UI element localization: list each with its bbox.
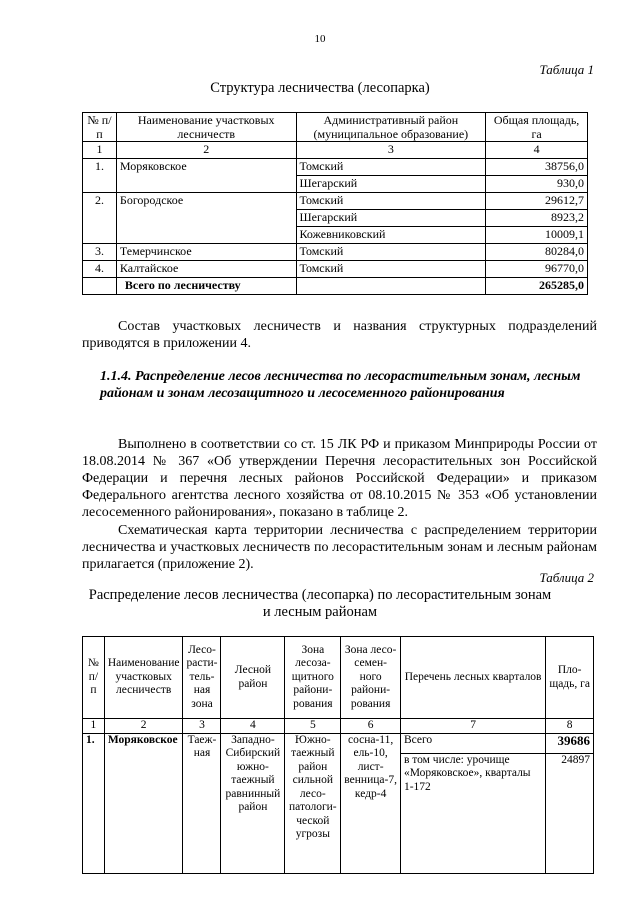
table1-colnum: 4 bbox=[486, 142, 588, 159]
table2-header: Лесной район bbox=[221, 637, 285, 719]
table1-colnum: 2 bbox=[116, 142, 296, 159]
table2-colnum: 8 bbox=[546, 719, 594, 734]
table1-total-row bbox=[83, 278, 588, 295]
table1-header-name: Наименование участковых лесничеств bbox=[116, 113, 296, 142]
row-district: Томский bbox=[296, 261, 486, 278]
row-num: 4. bbox=[83, 261, 117, 278]
table2-colnum: 2 bbox=[104, 719, 183, 734]
table2-colnum: 7 bbox=[400, 719, 545, 734]
paragraph-1 bbox=[82, 318, 597, 352]
row-area: 930,0 bbox=[486, 176, 588, 193]
table1-header-district: Административный район (муниципальное образование) bbox=[296, 113, 486, 142]
row-area: 96770,0 bbox=[486, 261, 588, 278]
table2-header: Зона лесоза-щитного райони-рования bbox=[285, 637, 341, 719]
row-quarters-total: Всего bbox=[400, 733, 545, 753]
row-num: 1. bbox=[83, 159, 117, 193]
table1-header-row bbox=[83, 113, 588, 142]
row-name: Темерчинское bbox=[116, 244, 296, 261]
table-row bbox=[83, 244, 588, 261]
row-area: 8923,2 bbox=[486, 210, 588, 227]
paragraph-3 bbox=[82, 522, 597, 573]
table2-colnum: 5 bbox=[285, 719, 341, 734]
table2-colnum: 6 bbox=[341, 719, 401, 734]
row-name: Калтайское bbox=[116, 261, 296, 278]
row-name: Моряковское bbox=[104, 733, 183, 873]
table1 bbox=[82, 112, 588, 295]
row-num: 2. bbox=[83, 193, 117, 244]
table1-header-area: Общая площадь, га bbox=[486, 113, 588, 142]
table2-title-line1: Распределение лесов лесничества (лесопарка) по лесорастительным зонам bbox=[88, 587, 552, 603]
row-forest-district: Западно-Сибирский южно-таежный равнинный район bbox=[221, 733, 285, 873]
row-district: Шегарский bbox=[296, 176, 486, 193]
table1-colnum: 3 bbox=[296, 142, 486, 159]
row-seed-zone: сосна-11, ель-10, лист-венница-7, кедр-4 bbox=[341, 733, 401, 873]
table2-header-row bbox=[83, 637, 594, 719]
row-district: Шегарский bbox=[296, 210, 486, 227]
table2-header: Перечень лесных кварталов bbox=[400, 637, 545, 719]
table1-colnum-row bbox=[83, 142, 588, 159]
paragraph-3-text: Схематическая карта территории лесничества с распределением территории лесничества и участковых лесничеств по лесорастительным зонам и лесным районам прилагается (приложение 2). bbox=[82, 523, 597, 572]
table2-colnum-row bbox=[83, 719, 594, 734]
row-area: 29612,7 bbox=[486, 193, 588, 210]
paragraph-2 bbox=[82, 436, 597, 521]
table-row bbox=[83, 159, 588, 176]
table1-label: Таблица 1 bbox=[539, 62, 594, 77]
table2-header: Лесо-расти-тель-ная зона bbox=[183, 637, 221, 719]
table2-header: Пло-щадь, га bbox=[546, 637, 594, 719]
table-row bbox=[83, 193, 588, 210]
table2-colnum: 1 bbox=[83, 719, 105, 734]
total-value: 265285,0 bbox=[486, 278, 588, 295]
table2-title-line2: и лесным районам bbox=[262, 604, 378, 620]
paragraph-2-text: Выполнено в соответствии со ст. 15 ЛК РФ и приказом Минприроды России от 18.08.2014 № 367 «Об утверждении Перечня лесорастительных зон Российской Федерации и перечня лесных районов Российской Федерации» и приказом Федерального агентства лесного хозяйства от 08.10.2015 № 353 «Об установлении лесосеменного районирования», показано в таблице 2. bbox=[82, 437, 597, 520]
section-heading: 1.1.4. Распределение лесов лесничества по лесорастительным зонам, лесным районам и зонам лесозащитного и лесосеменного районирования bbox=[100, 369, 581, 401]
row-district: Кожевниковский bbox=[296, 227, 486, 244]
row-protection-zone: Южно-таежный район сильной лесо-патологи-ческой угрозы bbox=[285, 733, 341, 873]
table2-header: № п/п bbox=[83, 637, 105, 719]
page-number: 10 bbox=[314, 33, 326, 45]
table2-header: Наименование участковых лесничеств bbox=[104, 637, 183, 719]
row-area-total: 39686 bbox=[546, 733, 594, 753]
table2-header: Зона лесо-семен-ного райони-рования bbox=[341, 637, 401, 719]
row-area-detail: 24897 bbox=[546, 753, 594, 873]
table1-colnum: 1 bbox=[83, 142, 117, 159]
table-row bbox=[83, 261, 588, 278]
table-row bbox=[83, 733, 594, 753]
row-name: Моряковское bbox=[116, 159, 296, 193]
row-quarters-detail: в том числе: урочище «Моряковское», кварталы 1-172 bbox=[400, 753, 545, 873]
row-zone: Таеж-ная bbox=[183, 733, 221, 873]
row-num: 3. bbox=[83, 244, 117, 261]
table2-colnum: 4 bbox=[221, 719, 285, 734]
row-name: Богородское bbox=[116, 193, 296, 244]
table2-label: Таблица 2 bbox=[539, 570, 594, 585]
row-area: 80284,0 bbox=[486, 244, 588, 261]
row-area: 10009,1 bbox=[486, 227, 588, 244]
table2-colnum: 3 bbox=[183, 719, 221, 734]
row-district: Томский bbox=[296, 244, 486, 261]
row-district: Томский bbox=[296, 159, 486, 176]
paragraph-1-text: Состав участковых лесничеств и названия структурных подразделений приводятся в приложении 4. bbox=[82, 319, 597, 351]
row-district: Томский bbox=[296, 193, 486, 210]
table1-title: Структура лесничества (лесопарка) bbox=[210, 80, 430, 96]
row-num: 1. bbox=[83, 733, 105, 873]
table2 bbox=[82, 636, 594, 874]
row-area: 38756,0 bbox=[486, 159, 588, 176]
table1-header-num: № п/п bbox=[83, 113, 117, 142]
total-label: Всего по лесничеству bbox=[116, 278, 296, 295]
